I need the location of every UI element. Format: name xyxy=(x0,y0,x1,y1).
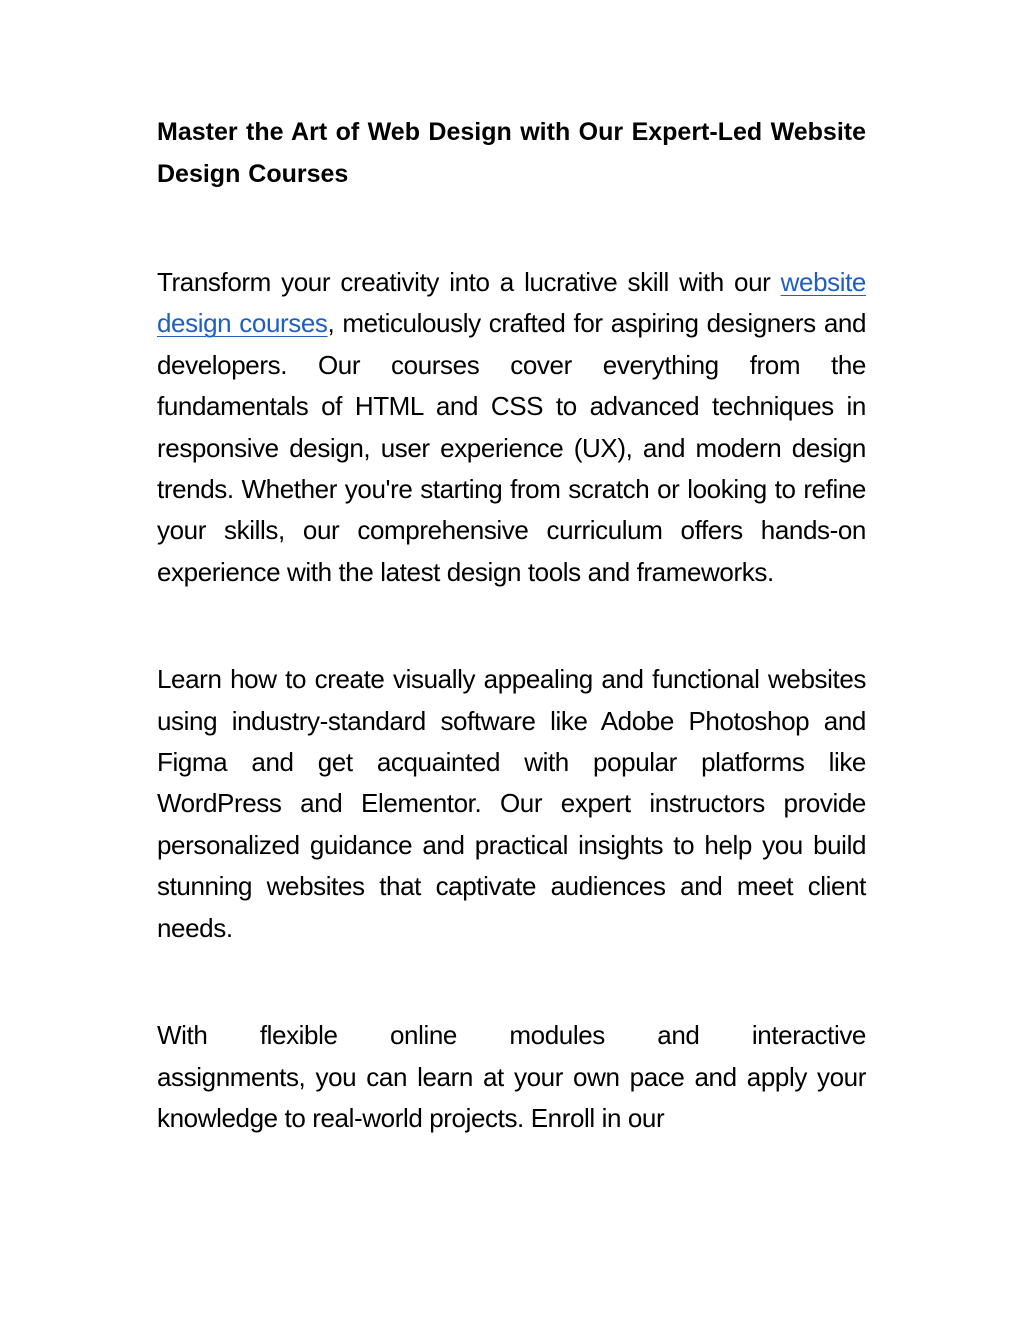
document-body xyxy=(157,112,866,1139)
paragraph-enroll xyxy=(157,1015,866,1139)
paragraph-learn: Learn how to create visually appealing and functional websites using industry-standard software like Adobe Photoshop and Figma and get acquainted with popular platforms like WordPress and Elementor. Our expert instructors provide personalized guidance and practical insights to help you build stunning websites that captivate audiences and meet client needs. xyxy=(157,664,866,943)
website-design-courses-link[interactable]: website design courses xyxy=(157,267,866,339)
paragraph-intro xyxy=(157,262,866,593)
paragraph-enroll-rest: assignments, you can learn at your own pace and apply your knowledge to real-world projects. Enroll in our xyxy=(157,1061,866,1133)
paragraph-enroll-first-line: With flexible online modules and interactive xyxy=(157,1020,866,1051)
paragraph-intro-text-after: , meticulously crafted for aspiring designers and developers. Our courses cover everything from the fundamentals of HTML and CSS to advanced techniques in responsive design, user experience (UX), and modern design trends. Whether you're starting from scratch or looking to refine your skills, our comprehensive curriculum offers hands-on experience with the latest design tools and frameworks. xyxy=(157,308,866,587)
document-title: Master the Art of Web Design with Our Expert-Led Website Design Courses xyxy=(157,118,866,188)
paragraph-intro-text-before: Transform your creativity into a lucrative skill with our xyxy=(157,267,781,297)
